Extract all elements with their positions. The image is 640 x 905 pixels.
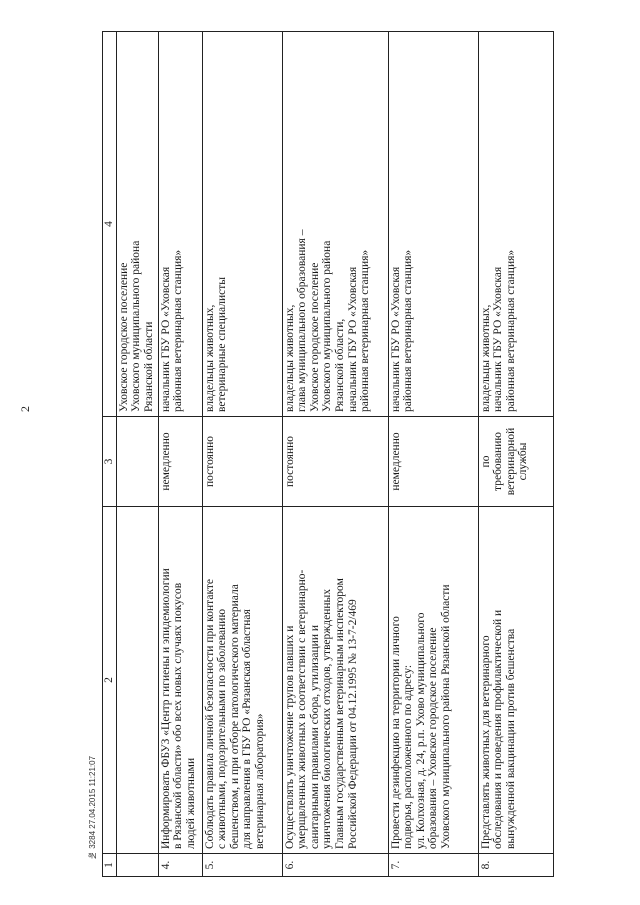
responsible-cell [158,32,202,417]
deadline-cell [282,417,388,507]
responsible-line: владельцы животных, [203,304,216,412]
responsible-cell [478,32,553,417]
measure-line: для направления в ГБУ РО «Рязанская областная [241,609,254,849]
responsible-line: начальник ГБУ РО «Уховская [389,266,402,412]
measure-line: Соблюдать правила личной безопасности при контакте [203,578,216,849]
responsible-line: владельцы животных, [479,304,492,412]
deadline-line: немедленно [389,432,402,491]
responsible-line: владельцы животных, [283,304,296,412]
measure-line: Уховского муниципального района Рязанской области [439,584,452,849]
responsible-cell [116,32,158,417]
responsible-line: глава муниципального образования – [296,229,309,412]
deadline-cell [158,417,202,507]
responsible-line: начальник ГБУ РО «Уховская [492,266,505,412]
deadline-cell [478,417,553,507]
measure-line: ветеринарная лаборатория» [253,713,266,849]
deadline-line: по [479,455,492,468]
row-number: 8. [478,854,553,877]
measure-line: подворья, расположенного по адресу: [402,664,415,849]
row-number: 4. [158,854,202,877]
deadline-line: службы [517,442,530,481]
page-number: 2 [18,406,32,412]
measure-line: Российской Федерации от 04.12.1995 № 13-7-2/469 [346,599,359,849]
measure-line: Провести дезинфекцию на территории личного [389,616,402,849]
deadline-line: требованию [492,432,505,491]
table-header-row [103,32,117,877]
measure-line: образования – Уховское городское поселение [427,627,440,849]
header-cell-4: 4 [103,32,117,417]
measure-cell [478,507,553,854]
measure-line: в Рязанской области» обо всех новых случаях покусов [172,582,185,849]
responsible-line: районная ветеринарная станция» [359,249,372,412]
responsible-line: районная ветеринарная станция» [172,249,185,412]
measure-line: умерщвленных животных в соответствии с ветеринарно- [296,569,309,849]
responsible-line: Уховского муниципального района [130,240,143,412]
responsible-line: Уховское городское поселение [308,262,321,412]
measure-line: Представлять животных для ветеринарного [479,635,492,849]
registration-stamp-text: № 3284 27.04.2015 11:21:07 [88,755,97,860]
measure-line: бешенством, и при отборе патологического материала [228,584,241,849]
responsible-cell [282,32,388,417]
table-row [282,32,388,877]
table-row [202,32,282,877]
responsible-cell [202,32,282,417]
measure-line: вынужденной вакцинации против бешенства [504,628,517,849]
measure-cell [388,507,478,854]
table-row [116,32,158,877]
deadline-line: немедленно [159,432,172,491]
rotated-table-container [102,32,554,877]
row-number [116,854,158,877]
measure-line: Осуществлять уничтожение трупов павших и [283,625,296,849]
measure-line: санитарными правилами сбора, утилизации и [308,624,321,849]
measure-line: людей животными [184,757,197,849]
measure-line: ул. Колхозная, д. 24, р.п. Ухово муниципального [414,612,427,849]
measures-table [102,31,554,877]
header-cell-2: 2 [103,507,117,854]
deadline-line: ветеринарной [504,427,517,496]
table-row [158,32,202,877]
deadline-cell [388,417,478,507]
responsible-line: ветеринарные специалисты [216,277,229,412]
responsible-line: районная ветеринарная станция» [504,249,517,412]
deadline-cell [202,417,282,507]
responsible-line: Уховское городское поселение [117,262,130,412]
deadline-cell [116,417,158,507]
header-cell-1: 1 [103,854,117,877]
measure-line: с животными, подозрительными по заболеванию [216,608,229,849]
responsible-line: начальник ГБУ РО «Уховская [159,266,172,412]
measure-cell [116,507,158,854]
row-number: 6. [282,854,388,877]
row-number: 5. [202,854,282,877]
responsible-line: начальник ГБУ РО «Уховская [346,266,359,412]
responsible-line: Уховского муниципального района [321,240,334,412]
responsible-line: Рязанской области, [333,318,346,412]
header-cell-3: 3 [103,417,117,507]
responsible-line: Рязанской области [142,321,155,412]
measure-line: обследования и проведения профилактической и [492,609,505,849]
deadline-line: постоянно [283,435,296,488]
deadline-line: постоянно [203,435,216,488]
measure-cell [202,507,282,854]
measure-cell [282,507,388,854]
table-row [388,32,478,877]
responsible-cell [388,32,478,417]
responsible-line: районная ветеринарная станция» [402,249,415,412]
measure-cell [158,507,202,854]
measure-line: уничтожения биологических отходов, утвержденных [321,589,334,849]
measure-line: Главным государственным ветеринарным инспектором [333,578,346,849]
row-number: 7. [388,854,478,877]
table-row [478,32,553,877]
measure-line: Информировать ФБУЗ «Центр гигиены и эпидемиологии [159,568,172,849]
